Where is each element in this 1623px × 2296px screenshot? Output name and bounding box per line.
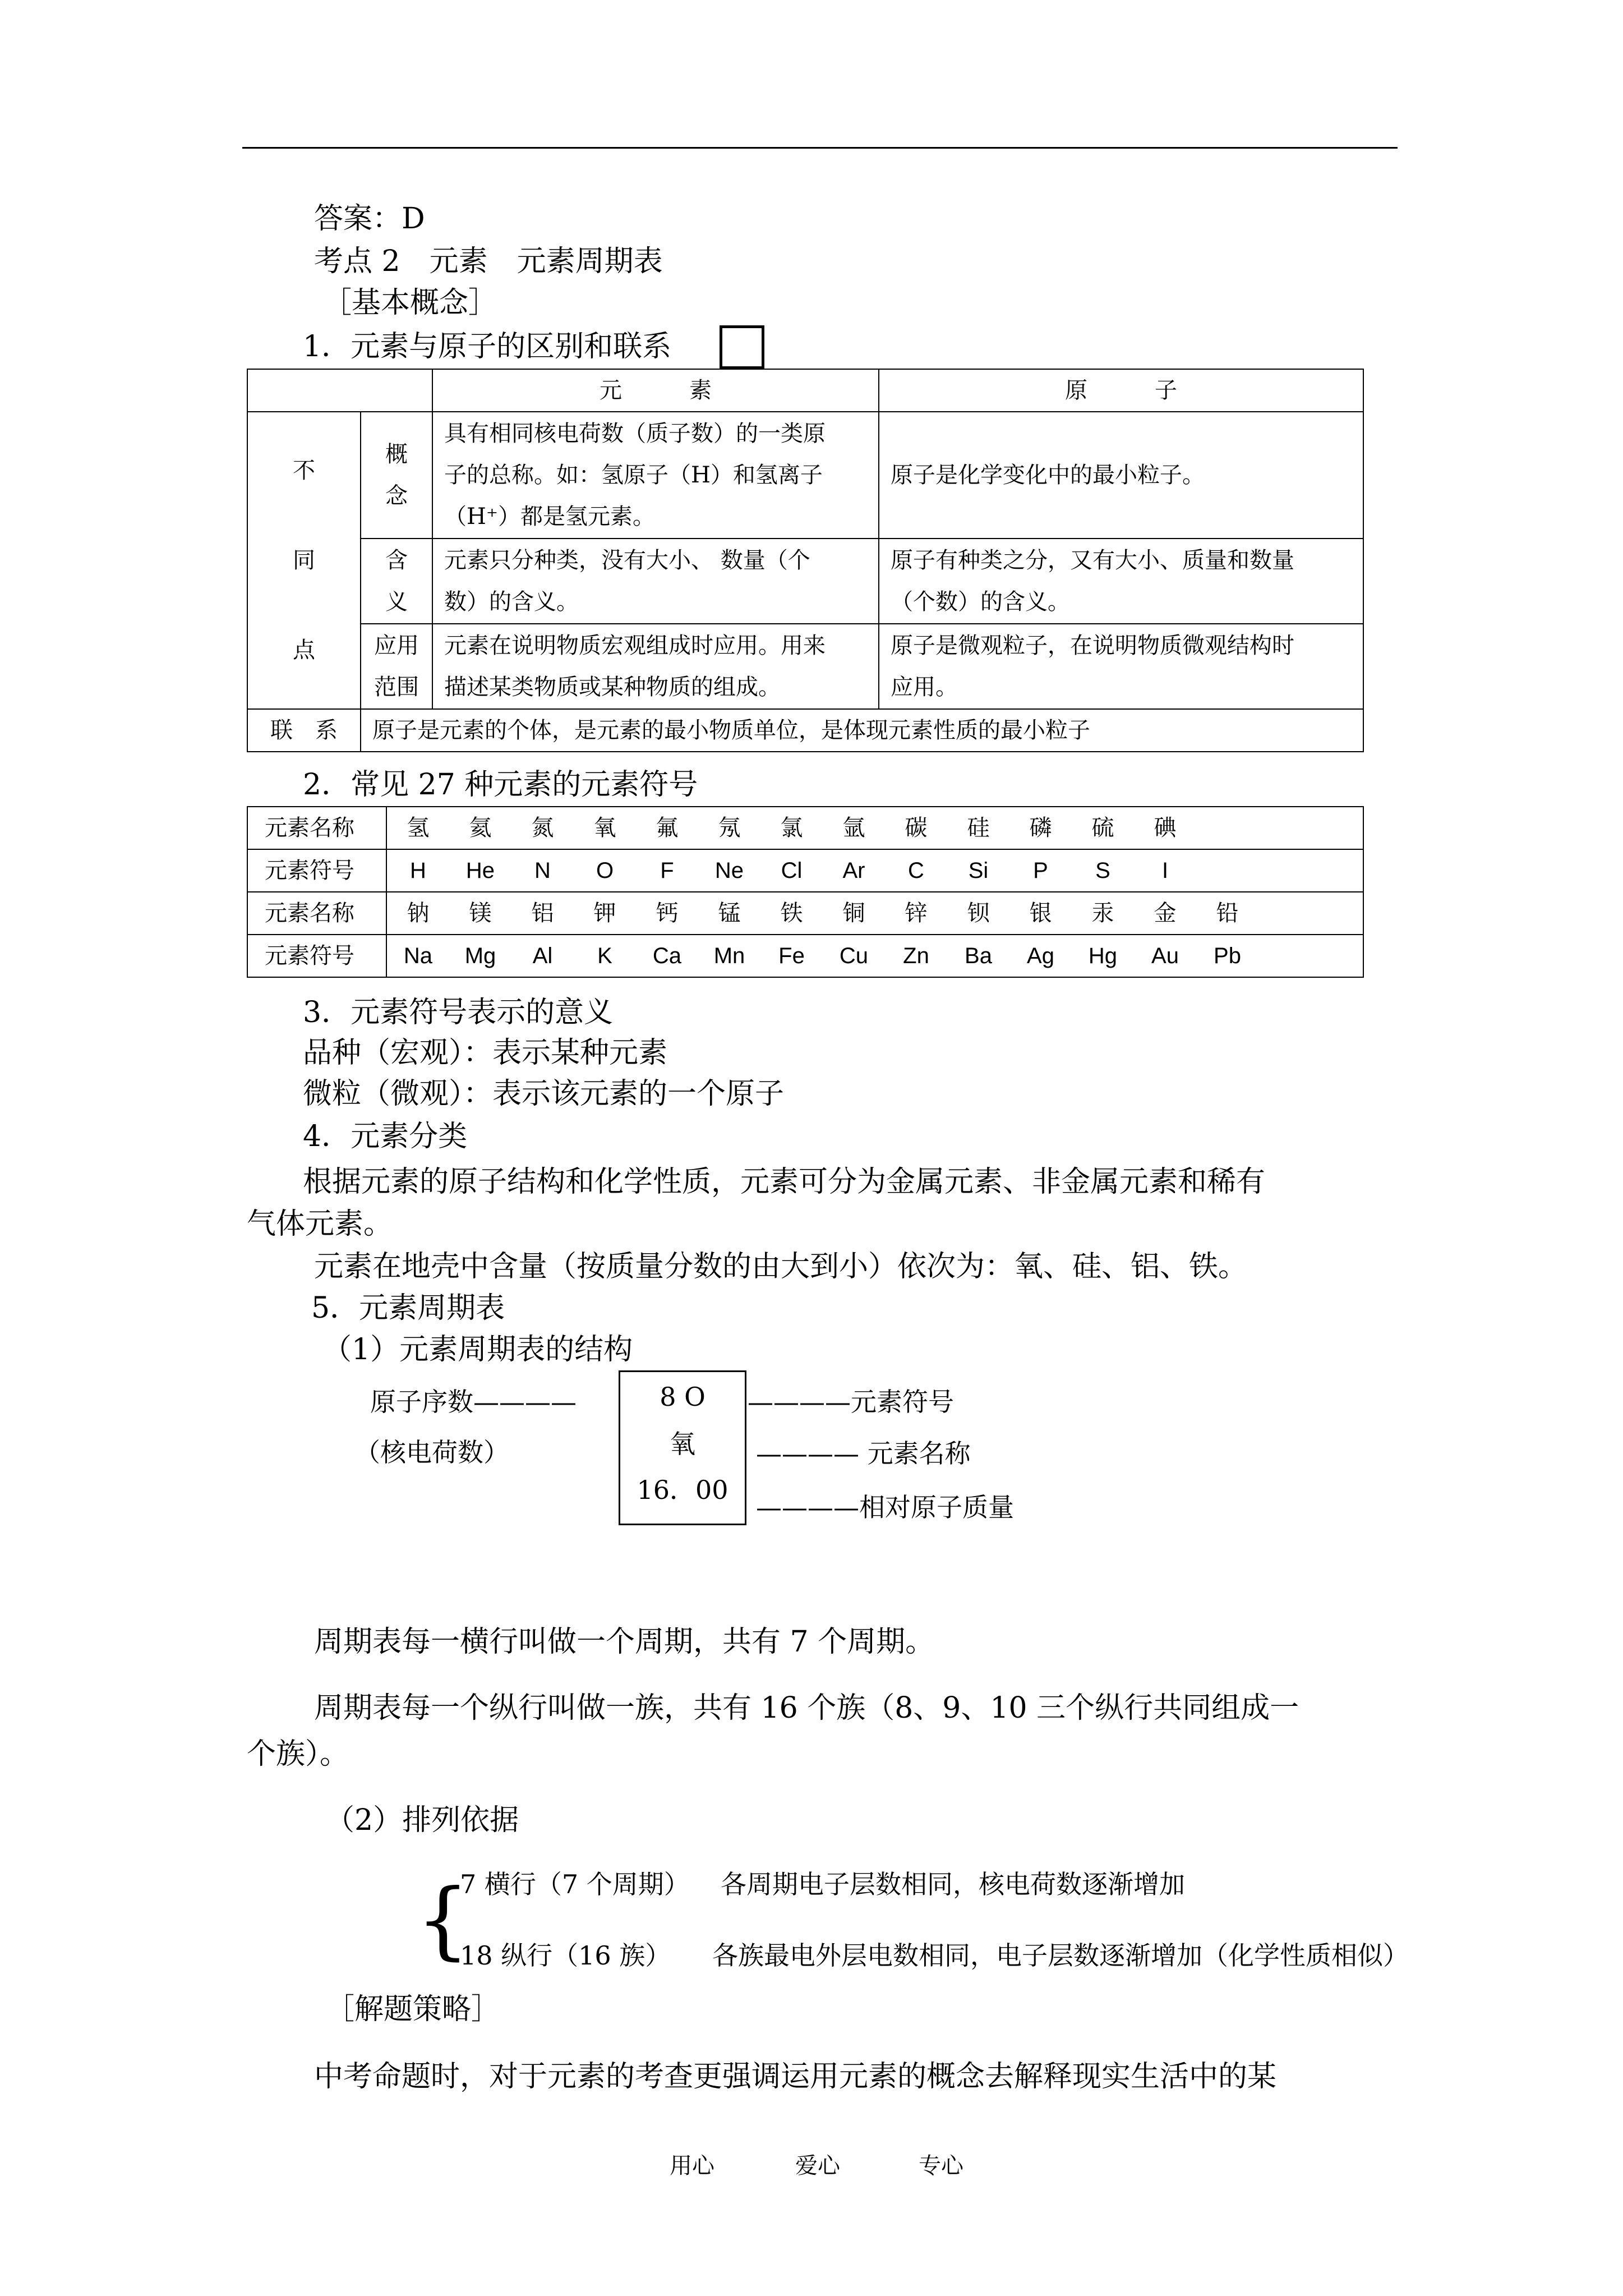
element-symbol-cell: C	[908, 858, 924, 883]
element-name-cell: 氦	[469, 815, 492, 841]
name-label: ———— 元素名称	[756, 1438, 971, 1469]
element-name-cell: 铜	[842, 900, 865, 926]
cell-line: 元素只分种类，没有大小、 数量（个	[444, 547, 810, 573]
table1-header-element: 元 素	[432, 369, 879, 412]
element-cell-box	[619, 1370, 746, 1525]
scope-atom-cell	[879, 624, 1363, 709]
element-symbol-cell: Ne	[714, 858, 744, 883]
element-name-cell: 锌	[905, 900, 928, 926]
element-name-cell: 银	[1029, 900, 1052, 926]
basis-row1-right: 各周期电子层数相同，核电荷数逐渐增加	[721, 1869, 1185, 1899]
empty-box	[720, 325, 764, 369]
basic-concepts-heading: ［基本概念］	[322, 286, 498, 320]
element-name-cell: 碳	[905, 815, 928, 841]
element-symbol-cell: Ar	[842, 858, 865, 883]
diff-label-char: 点	[293, 637, 315, 663]
row-label-meaning	[361, 539, 432, 624]
footer-item: 爱心	[795, 2153, 840, 2179]
table1-header-atom: 原 子	[879, 369, 1363, 412]
footer-item: 用心	[670, 2153, 714, 2179]
element-name-cell: 钠	[407, 900, 430, 926]
element-symbol-cell: O	[596, 858, 614, 883]
basis-row2-left: 18 纵行（16 族）	[460, 1940, 671, 1971]
answer-line: 答案：D	[314, 202, 425, 236]
diff-label-cell	[247, 412, 361, 709]
element-symbol-cell: Fe	[778, 944, 805, 968]
element-name-cell: 铅	[1216, 900, 1239, 926]
element-atom-comparison-table	[247, 369, 1364, 752]
element-symbol-cell: Ag	[1027, 944, 1054, 968]
strategy-text: 中考命题时，对于元素的考查更强调运用元素的概念去解释现实生活中的某	[314, 2060, 1277, 2093]
cell-line: 原子有种类之分，又有大小、质量和数量	[891, 547, 1294, 573]
names-row-2	[386, 892, 1363, 935]
cell-line: 原子是化学变化中的最小粒子。	[891, 462, 1205, 488]
concept-atom-cell	[879, 412, 1363, 539]
element-symbol-cell: Pb	[1214, 944, 1241, 968]
element-name-cell: 镁	[469, 900, 492, 926]
row-label-line: 范围	[374, 674, 419, 700]
element-name-cell: 金	[1154, 900, 1177, 926]
link-text: 原子是元素的个体，是元素的最小物质单位，是体现元素性质的最小粒子	[361, 709, 1363, 752]
meaning-element-cell	[432, 539, 879, 624]
item3-micro: 微粒（微观）：表示该元素的一个原子	[303, 1077, 785, 1111]
element-name-cell: 钾	[593, 900, 616, 926]
cell-line: （H⁺）都是氢元素。	[444, 504, 655, 530]
item5-sub1: （1）元素周期表的结构	[322, 1333, 633, 1366]
element-symbol-cell: Zn	[903, 944, 929, 968]
diff-label-char: 不	[293, 458, 315, 484]
element-name-cell: 氩	[842, 815, 865, 841]
item3-macro: 品种（宏观）：表示某种元素	[303, 1036, 668, 1070]
cell-line: 数）的含义。	[444, 589, 579, 615]
element-name-cell: 氮	[531, 815, 554, 841]
element-name-cell: 钡	[967, 900, 990, 926]
row-label-line: 应用	[374, 633, 419, 659]
mass-label: ————相对原子质量	[756, 1492, 1014, 1522]
atomic-number-label: 原子序数————	[370, 1387, 577, 1417]
row-label-line: 含	[385, 547, 408, 573]
element-name-cell: 硅	[967, 815, 990, 841]
element-name-cell: 磷	[1029, 815, 1052, 841]
item5-title: 5．元素周期表	[311, 1291, 505, 1325]
table1-corner-cell	[247, 369, 432, 412]
element-symbol-cell: Na	[403, 944, 433, 968]
element-symbol-cell: Mn	[713, 944, 745, 968]
item4-paragraph-line2: 气体元素。	[247, 1207, 393, 1241]
item2-title: 2．常见 27 种元素的元素符号	[303, 768, 698, 802]
header-rule	[242, 147, 1398, 149]
cell-line: 应用。	[891, 674, 958, 700]
item4-title: 4．元素分类	[303, 1120, 468, 1153]
row-label-line: 念	[385, 483, 408, 509]
element-symbol-cell: Hg	[1088, 944, 1118, 968]
cell-line: （个数）的含义。	[891, 589, 1070, 615]
meaning-atom-cell	[879, 539, 1363, 624]
element-name-cell: 氢	[407, 815, 430, 841]
section-title: 考点 2 元素 元素周期表	[314, 245, 663, 278]
diff-label-char: 同	[293, 547, 315, 573]
item3-title: 3．元素符号表示的意义	[303, 996, 614, 1029]
element-cell-name: 氧	[670, 1429, 695, 1459]
element-name-cell: 氖	[718, 815, 741, 841]
row-label-scope	[361, 624, 432, 709]
item1-title: 1．元素与原子的区别和联系	[303, 330, 672, 364]
cell-line: 子的总称。如：氢原子（H）和氢离子	[444, 462, 823, 488]
symbols-row-1	[386, 849, 1363, 892]
table2-header-symbol: 元素符号	[247, 849, 386, 892]
scope-element-cell	[432, 624, 879, 709]
element-symbol-cell: K	[597, 944, 612, 968]
symbol-label: ————元素符号	[748, 1387, 954, 1417]
element-symbol-cell: I	[1161, 858, 1169, 883]
element-name-cell: 氯	[780, 815, 803, 841]
element-name-cell: 碘	[1154, 815, 1177, 841]
symbols-row-2	[386, 935, 1363, 977]
item4-crust-content: 元素在地壳中含量（按质量分数的由大到小）依次为：氧、硅、铝、铁。	[314, 1250, 1248, 1283]
link-label: 联 系	[247, 709, 361, 752]
element-symbol-cell: H	[410, 858, 426, 883]
nuclear-charge-label: （核电荷数）	[354, 1437, 509, 1467]
element-symbol-cell: Ba	[965, 944, 992, 968]
row-label-line: 概	[385, 441, 408, 467]
item4-paragraph-line1: 根据元素的原子结构和化学性质，元素可分为金属元素、非金属元素和稀有	[303, 1165, 1266, 1199]
element-symbols-table	[247, 806, 1364, 978]
element-name-cell: 氟	[656, 815, 679, 841]
basis-row2-right: 各族最电外层电数相同，电子层数逐渐增加（化学性质相似）	[712, 1940, 1409, 1971]
cell-line: 具有相同核电荷数（质子数）的一类原	[444, 421, 826, 447]
element-name-cell: 氧	[593, 815, 616, 841]
names-row-1	[386, 807, 1363, 849]
element-symbol-cell: Ca	[652, 944, 682, 968]
element-name-cell: 硫	[1091, 815, 1114, 841]
period-text: 周期表每一横行叫做一个周期，共有 7 个周期。	[314, 1625, 935, 1659]
element-name-cell: 铝	[531, 900, 554, 926]
table2-header-symbol: 元素符号	[247, 935, 386, 977]
table2-header-name: 元素名称	[247, 807, 386, 849]
basis-row1-left: 7 横行（7 个周期）	[460, 1869, 690, 1899]
group-text-line2: 个族）。	[247, 1737, 349, 1771]
item5-sub2: （2）排列依据	[325, 1803, 519, 1837]
strategy-heading: ［解题策略］	[325, 1993, 501, 2026]
element-symbol-cell: He	[465, 858, 495, 883]
concept-element-cell	[432, 412, 879, 539]
cell-line: 原子是微观粒子，在说明物质微观结构时	[891, 633, 1294, 659]
element-symbol-cell: Cl	[781, 858, 803, 883]
element-symbol-cell: Cu	[839, 944, 869, 968]
row-label-concept	[361, 412, 432, 539]
cell-line: 描述某类物质或某种物质的组成。	[444, 674, 781, 700]
element-symbol-cell: P	[1033, 858, 1048, 883]
element-symbol-cell: Mg	[464, 944, 496, 968]
element-symbol-cell: F	[660, 858, 674, 883]
element-name-cell: 锰	[718, 900, 741, 926]
row-label-line: 义	[385, 589, 408, 615]
element-symbol-cell: Si	[968, 858, 989, 883]
element-cell-mass: 16．00	[637, 1475, 728, 1505]
element-symbol-cell: S	[1095, 858, 1110, 883]
element-cell-top: 8 O	[660, 1382, 706, 1412]
element-name-cell: 铁	[780, 900, 803, 926]
element-symbol-cell: N	[534, 858, 551, 883]
element-symbol-cell: Al	[532, 944, 553, 968]
footer-item: 专心	[919, 2153, 963, 2179]
element-symbol-cell: Au	[1151, 944, 1179, 968]
cell-line: 元素在说明物质宏观组成时应用。用来	[444, 633, 826, 659]
table2-header-name: 元素名称	[247, 892, 386, 935]
group-text-line1: 周期表每一个纵行叫做一族，共有 16 个族（8、9、10 三个纵行共同组成一	[314, 1691, 1299, 1725]
element-name-cell: 汞	[1091, 900, 1114, 926]
brace-icon: {	[416, 1871, 470, 1969]
element-name-cell: 钙	[656, 900, 679, 926]
